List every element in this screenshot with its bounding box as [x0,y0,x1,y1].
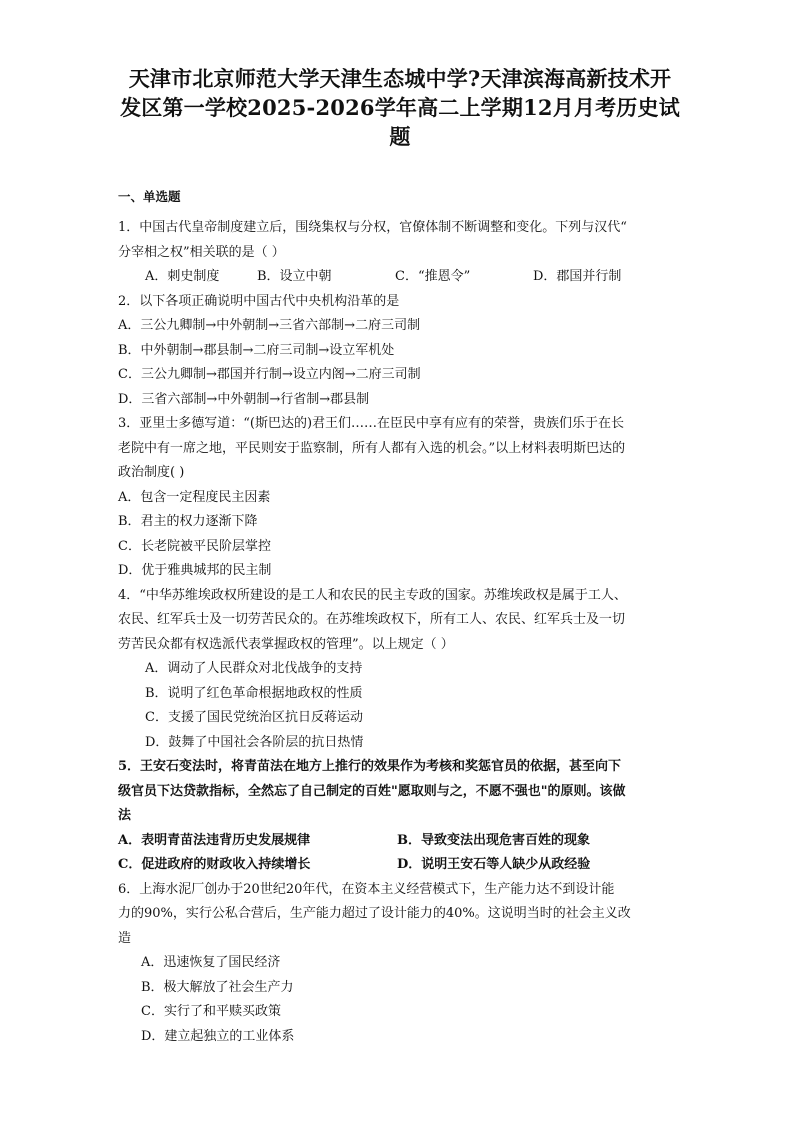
question-list [118,216,678,1049]
question-text: 政治制度( ) [118,465,185,480]
title-line: 发区第一学校2025-2026学年高二上学期12月月考历史试 [120,95,680,120]
question-text: 分宰相之权”相关联的是（ ） [118,244,285,260]
section-heading: 一、单选题 [118,189,181,204]
question-text: 力的90%，实行公私合营后，生产能力超过了设计能力的40%。这说明当时的社会主义改 [118,906,631,921]
option-b: B．设立中朝 [257,269,332,284]
question-text: 5．王安石变法时，将青苗法在地方上推行的效果作为考核和奖惩官员的依据，甚至向下 [118,759,622,774]
question-text: 3．亚里士多德写道：“(斯巴达的)君王们……在臣民中享有应有的荣誉，贵族们乐于在长 [118,416,625,431]
question-1 [118,216,678,290]
question-text: 造 [118,930,132,946]
question-text: 农民、红军兵士及一切劳苦民众的。在苏维埃政权下，所有工人、农民、红军兵士及一切 [118,612,626,627]
question-2 [118,290,678,413]
option-d: D．优于雅典城邦的民主制 [118,563,272,578]
option-d: D．鼓舞了中国社会各阶层的抗日热情 [145,734,364,750]
option-d: D．三省六部制→中外朝制→行省制→郡县制 [118,391,370,407]
option-a: A．包含一定程度民主因素 [118,489,271,505]
option-row [118,853,678,878]
option-row [118,829,678,854]
question-text: 2．以下各项正确说明中国古代中央机构沿革的是 [118,293,400,309]
question-5 [118,755,678,878]
question-text: 1．中国古代皇帝制度建立后，围绕集权与分权，官僚体制不断调整和变化。下列与汉代“ [118,220,627,235]
title-line: 题 [389,124,411,149]
question-text: 老院中有一席之地，平民则安于监察制，所有人都有入选的机会。”以上材料表明斯巴达的 [118,440,626,456]
option-row [118,265,678,290]
option-d: D．郡国并行制 [533,269,622,284]
option-b: B．中外朝制→郡县制→二府三司制→设立军机处 [118,342,395,358]
option-a: A．刺史制度 [145,269,220,284]
question-text: 6．上海水泥厂创办于20世纪20年代，在资本主义经营模式下，生产能力达不到设计能 [118,881,615,897]
exam-title [100,64,700,151]
question-text: 级官员下达贷款指标，全然忘了自己制定的百姓"愿取则与之，不愿不强也"的原则。该做 [118,783,626,799]
option-d: D．建立起独立的工业体系 [141,1028,295,1044]
option-b: B．导致变法出现危害百姓的现象 [397,832,590,848]
option-b: B．说明了红色革命根据地政权的性质 [145,685,363,701]
option-a: A．三公九卿制→中外朝制→三省六部制→二府三司制 [118,318,421,333]
option-c: C．实行了和平赎买政策 [141,1004,281,1019]
option-c: C．三公九卿制→郡国并行制→设立内阁→二府三司制 [118,367,421,382]
option-c: C．支援了国民党统治区抗日反蒋运动 [145,710,363,725]
option-c: C．长老院被平民阶层掌控 [118,538,271,554]
option-a: A．表明青苗法违背历史发展规律 [118,832,311,848]
question-3 [118,412,678,584]
question-4 [118,584,678,756]
question-text: 劳苦民众都有权选派代表掌握政权的管理”。以上规定（ ） [118,636,454,652]
option-c: C．“推恩令” [395,269,471,284]
option-d: D．说明王安石等人缺少从政经验 [397,857,591,872]
question-6 [118,878,678,1050]
option-b: B．君主的权力逐渐下降 [118,514,258,529]
title-line: 天津市北京师范大学天津生态城中学?天津滨海高新技术开 [128,66,672,91]
question-text: 法 [118,808,132,823]
option-b: B．极大解放了社会生产力 [141,979,294,995]
option-c: C．促进政府的财政收入持续增长 [118,857,311,872]
question-text: 4．“中华苏维埃政权所建设的是工人和农民的民主专政的国家。苏维埃政权是属于工人、 [118,587,627,603]
option-a: A．迅速恢复了国民经济 [141,955,281,970]
option-a: A．调动了人民群众对北伐战争的支持 [145,661,363,676]
